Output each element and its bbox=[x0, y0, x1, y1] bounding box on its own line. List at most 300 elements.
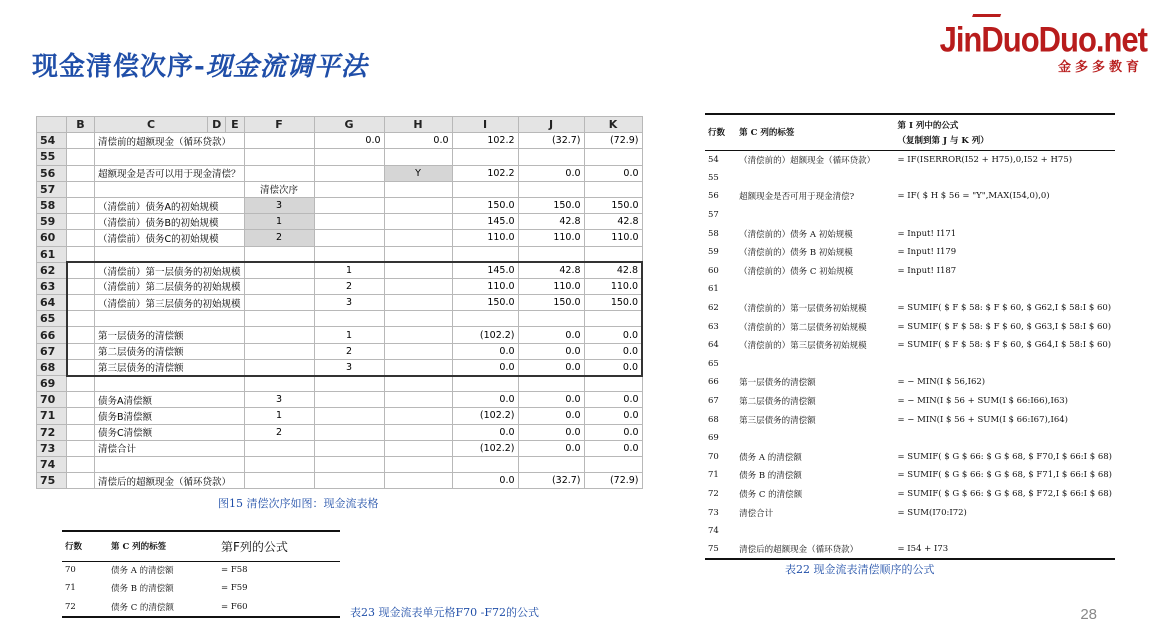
t22-row-num: 71 bbox=[708, 470, 719, 481]
t22-row-label: 超额现金是否可用于现金清偿? bbox=[739, 192, 855, 203]
t22-row-formula: = Input! I179 bbox=[897, 247, 957, 258]
cell-h[interactable] bbox=[384, 230, 452, 246]
t22-row bbox=[705, 206, 1115, 225]
cell-label[interactable]: 超额现金是否可以用于现金清偿？ bbox=[95, 165, 245, 181]
t22-row bbox=[705, 317, 1115, 336]
row-number[interactable]: 61 bbox=[37, 246, 67, 262]
cell-label[interactable]: （清偿前）第二层债务的初始规模 bbox=[95, 278, 245, 294]
cell-j[interactable]: (32.7) bbox=[518, 133, 584, 149]
cell-h[interactable]: Y bbox=[384, 165, 452, 181]
cell-f[interactable] bbox=[244, 359, 314, 375]
t23-row-label: 债务 C 的清偿额 bbox=[108, 597, 218, 617]
t23-row-label: 债务 A 的清偿额 bbox=[111, 566, 174, 577]
cell-i[interactable] bbox=[452, 456, 518, 472]
cell-f[interactable] bbox=[244, 149, 314, 165]
row-number[interactable]: 67 bbox=[37, 343, 67, 359]
t22-row-formula bbox=[894, 280, 1115, 299]
cell-i[interactable]: 145.0 bbox=[452, 214, 518, 230]
cell-h[interactable] bbox=[384, 262, 452, 278]
cell-j[interactable]: (32.7) bbox=[518, 473, 584, 489]
row-number[interactable]: 63 bbox=[37, 278, 67, 294]
row-number[interactable]: 55 bbox=[37, 149, 67, 165]
cell-h[interactable] bbox=[384, 149, 452, 165]
cell-g[interactable]: 2 bbox=[314, 278, 384, 294]
cell-h[interactable] bbox=[384, 392, 452, 408]
cell-k[interactable]: 42.8 bbox=[584, 214, 642, 230]
cell-b[interactable] bbox=[67, 214, 95, 230]
cell-j[interactable]: 0.0 bbox=[518, 424, 584, 440]
cell-f[interactable] bbox=[244, 343, 314, 359]
cell-j[interactable] bbox=[518, 311, 584, 327]
cell-i[interactable]: 0.0 bbox=[452, 424, 518, 440]
cell-f[interactable] bbox=[244, 165, 314, 181]
t22-row bbox=[705, 299, 1115, 318]
cell-i[interactable] bbox=[452, 246, 518, 262]
t23-row-num: 71 bbox=[65, 583, 76, 593]
cell-k[interactable]: (72.9) bbox=[584, 133, 642, 149]
cell-g[interactable]: 3 bbox=[314, 295, 384, 311]
t22-row-formula: = SUM(I70:I72) bbox=[897, 507, 967, 518]
t22-row-formula bbox=[894, 522, 1115, 541]
t22-row-label: 第一层债务的清偿额 bbox=[739, 378, 816, 389]
cell-g[interactable]: 1 bbox=[314, 327, 384, 343]
cell-label[interactable]: （清偿前）债务B的初始规模 bbox=[95, 214, 245, 230]
t22-row-formula bbox=[894, 429, 1115, 448]
cell-k[interactable]: 110.0 bbox=[584, 278, 642, 294]
t22-row-formula: = IF(ISERROR(I52 + H75),0,I52 + H75) bbox=[897, 154, 1073, 165]
cell-i[interactable] bbox=[452, 376, 518, 392]
cell-g[interactable] bbox=[314, 408, 384, 424]
cell-h[interactable] bbox=[384, 408, 452, 424]
column-header[interactable]: K bbox=[584, 117, 642, 133]
t23-row-formula: = F60 bbox=[218, 597, 340, 617]
t22-row bbox=[705, 522, 1115, 541]
row-number[interactable]: 70 bbox=[37, 392, 67, 408]
t22-row-num: 67 bbox=[708, 396, 719, 407]
cell-f[interactable] bbox=[244, 456, 314, 472]
sheet-row bbox=[37, 246, 643, 262]
cell-k[interactable]: 110.0 bbox=[584, 230, 642, 246]
cell-j[interactable]: 0.0 bbox=[518, 392, 584, 408]
cell-j[interactable]: 0.0 bbox=[518, 327, 584, 343]
cell-j[interactable]: 42.8 bbox=[518, 214, 584, 230]
cell-j[interactable]: 150.0 bbox=[518, 295, 584, 311]
cell-label[interactable]: （清偿前）债务C的初始规模 bbox=[95, 230, 245, 246]
cell-k[interactable] bbox=[584, 149, 642, 165]
sheet-row bbox=[37, 181, 643, 197]
t22-row bbox=[705, 336, 1115, 355]
cell-j[interactable]: 0.0 bbox=[518, 359, 584, 375]
sheet-row bbox=[37, 311, 643, 327]
cell-g[interactable] bbox=[314, 165, 384, 181]
sheet-row bbox=[37, 295, 643, 311]
row-number[interactable]: 60 bbox=[37, 230, 67, 246]
sheet-row bbox=[37, 230, 643, 246]
cell-i[interactable]: 110.0 bbox=[452, 230, 518, 246]
cell-k[interactable]: 0.0 bbox=[584, 392, 642, 408]
t22-row-formula: = SUMIF( $ F $ 58: $ F $ 60, $ G63,I $ 58:I $ 60) bbox=[897, 321, 1112, 332]
cell-i[interactable]: 150.0 bbox=[452, 295, 518, 311]
cell-b[interactable] bbox=[67, 376, 95, 392]
cell-f[interactable]: 2 bbox=[244, 424, 314, 440]
cell-k[interactable]: 0.0 bbox=[584, 440, 642, 456]
cell-k[interactable] bbox=[584, 456, 642, 472]
cell-h[interactable] bbox=[384, 278, 452, 294]
cash-flow-sheet bbox=[36, 116, 643, 489]
cell-k[interactable] bbox=[584, 376, 642, 392]
cell-h[interactable] bbox=[384, 214, 452, 230]
cell-label[interactable] bbox=[95, 376, 245, 392]
t22-row-num: 62 bbox=[708, 303, 719, 314]
cell-b[interactable] bbox=[67, 311, 95, 327]
cell-g[interactable] bbox=[314, 214, 384, 230]
cell-j[interactable]: 0.0 bbox=[518, 343, 584, 359]
t22-row-label: 清偿合计 bbox=[739, 508, 774, 519]
cell-j[interactable]: 110.0 bbox=[518, 230, 584, 246]
cell-f[interactable] bbox=[244, 327, 314, 343]
cell-label[interactable] bbox=[95, 311, 245, 327]
formula-table-23 bbox=[62, 530, 340, 618]
column-header[interactable]: J bbox=[518, 117, 584, 133]
t22-row-label: （清偿前的）债务 C 初始规模 bbox=[739, 266, 854, 277]
cell-j[interactable]: 110.0 bbox=[518, 278, 584, 294]
cell-k[interactable]: 0.0 bbox=[584, 408, 642, 424]
sheet-row bbox=[37, 262, 643, 278]
cell-h[interactable] bbox=[384, 424, 452, 440]
cell-h[interactable]: 0.0 bbox=[384, 133, 452, 149]
t22-row bbox=[705, 448, 1115, 467]
cell-g[interactable]: 3 bbox=[314, 359, 384, 375]
t22-row bbox=[705, 243, 1115, 262]
cell-label[interactable] bbox=[95, 149, 245, 165]
column-header[interactable]: D bbox=[208, 117, 226, 133]
cell-b[interactable] bbox=[67, 456, 95, 472]
cell-g[interactable]: 1 bbox=[314, 262, 384, 278]
cell-h[interactable] bbox=[384, 295, 452, 311]
cell-i[interactable]: 102.2 bbox=[452, 133, 518, 149]
t22-row-formula: = − MIN(I $ 56 + SUM(I $ 66:I66),I63) bbox=[897, 396, 1068, 407]
cell-b[interactable] bbox=[67, 408, 95, 424]
column-header[interactable]: F bbox=[244, 117, 314, 133]
cell-label[interactable]: （清偿前）第三层债务的初始规模 bbox=[95, 295, 245, 311]
cell-k[interactable]: 0.0 bbox=[584, 165, 642, 181]
cell-b[interactable] bbox=[67, 359, 95, 375]
cell-k[interactable]: 0.0 bbox=[584, 343, 642, 359]
t22-row-formula: = IF( $ H $ 56 = "Y",MAX(I54,0),0) bbox=[897, 191, 1050, 202]
cell-i[interactable]: 0.0 bbox=[452, 343, 518, 359]
t22-row bbox=[705, 224, 1115, 243]
t22-row-num: 60 bbox=[708, 265, 719, 276]
cell-g[interactable] bbox=[314, 456, 384, 472]
t22-row-formula: = SUMIF( $ G $ 66: $ G $ 68, $ F70,I $ 66:I $ 68) bbox=[897, 451, 1112, 462]
t22-row-formula: = SUMIF( $ F $ 58: $ F $ 60, $ G62,I $ 58:I $ 60) bbox=[897, 303, 1112, 314]
cell-j[interactable]: 42.8 bbox=[518, 262, 584, 278]
cell-k[interactable]: 0.0 bbox=[584, 327, 642, 343]
cell-k[interactable]: 42.8 bbox=[584, 262, 642, 278]
cell-label[interactable] bbox=[95, 456, 245, 472]
cell-f[interactable] bbox=[244, 262, 314, 278]
cell-b[interactable] bbox=[67, 424, 95, 440]
t22-row-label: 第二层债务的清偿额 bbox=[739, 397, 816, 408]
cell-label[interactable]: 清偿合计 bbox=[95, 440, 245, 456]
row-number[interactable]: 57 bbox=[37, 181, 67, 197]
cell-b[interactable] bbox=[67, 133, 95, 149]
cell-f[interactable]: 2 bbox=[244, 230, 314, 246]
t22-row-label: （清偿前的）第二层债务初始规模 bbox=[739, 322, 867, 333]
cell-f[interactable]: 清偿次序 bbox=[244, 181, 314, 197]
t22-row-label: （清偿前的）债务 B 初始规模 bbox=[739, 248, 853, 259]
cell-h[interactable] bbox=[384, 181, 452, 197]
cell-label[interactable]: 第二层债务的清偿额 bbox=[95, 343, 245, 359]
t22-row-num: 55 bbox=[708, 172, 719, 183]
t22-row-formula bbox=[894, 169, 1115, 188]
cell-g[interactable] bbox=[314, 230, 384, 246]
row-number[interactable]: 66 bbox=[37, 327, 67, 343]
cell-label[interactable]: 债务A清偿额 bbox=[95, 392, 245, 408]
cell-f[interactable] bbox=[244, 311, 314, 327]
cell-f[interactable] bbox=[244, 473, 314, 489]
t22-header-formula bbox=[894, 114, 1115, 150]
t22-row-label: 清偿后的超额现金（循环贷款） bbox=[736, 540, 894, 559]
row-number[interactable]: 71 bbox=[37, 408, 67, 424]
cell-i[interactable]: (102.2) bbox=[452, 327, 518, 343]
cell-b[interactable] bbox=[67, 295, 95, 311]
sheet-row bbox=[37, 165, 643, 181]
cell-i[interactable] bbox=[452, 181, 518, 197]
sheet-row bbox=[37, 197, 643, 213]
cell-f[interactable] bbox=[244, 133, 314, 149]
cell-j[interactable] bbox=[518, 456, 584, 472]
cell-label[interactable]: 清偿前的超额现金（循环贷款） bbox=[95, 133, 245, 149]
cell-j[interactable] bbox=[518, 246, 584, 262]
cell-b[interactable] bbox=[67, 246, 95, 262]
cell-f[interactable] bbox=[244, 440, 314, 456]
sheet-row bbox=[37, 278, 643, 294]
cell-k[interactable] bbox=[584, 311, 642, 327]
t22-row-num: 65 bbox=[708, 358, 719, 369]
t22-row-num: 61 bbox=[708, 284, 719, 295]
t22-row bbox=[705, 429, 1115, 448]
cell-b[interactable] bbox=[67, 165, 95, 181]
cell-b[interactable] bbox=[67, 181, 95, 197]
cell-f[interactable]: 1 bbox=[244, 408, 314, 424]
t22-row-label: （清偿前的）超额现金（循环贷款） bbox=[739, 155, 876, 166]
row-number[interactable]: 54 bbox=[37, 133, 67, 149]
cell-i[interactable]: 0.0 bbox=[452, 359, 518, 375]
t23-row-num: 70 bbox=[65, 565, 76, 576]
t22-row-label: 债务 A 的清偿额 bbox=[739, 452, 802, 463]
cell-i[interactable]: 0.0 bbox=[452, 392, 518, 408]
cell-f[interactable]: 3 bbox=[244, 392, 314, 408]
page-number: 28 bbox=[1080, 606, 1097, 623]
sheet-row bbox=[37, 424, 643, 440]
column-header[interactable]: C bbox=[95, 117, 208, 133]
t22-row-num: 70 bbox=[708, 451, 719, 462]
cell-h[interactable] bbox=[384, 197, 452, 213]
cell-i[interactable]: 145.0 bbox=[452, 262, 518, 278]
cell-g[interactable] bbox=[314, 311, 384, 327]
cell-b[interactable] bbox=[67, 392, 95, 408]
cell-f[interactable] bbox=[244, 278, 314, 294]
cell-j[interactable]: 150.0 bbox=[518, 197, 584, 213]
cell-i[interactable]: 0.0 bbox=[452, 473, 518, 489]
cell-label[interactable] bbox=[95, 181, 245, 197]
cell-label[interactable]: 第三层债务的清偿额 bbox=[95, 359, 245, 375]
cell-k[interactable]: 0.0 bbox=[584, 424, 642, 440]
cell-j[interactable]: 0.0 bbox=[518, 408, 584, 424]
cell-g[interactable]: 2 bbox=[314, 343, 384, 359]
cell-label[interactable]: （清偿前）第一层债务的初始规模 bbox=[95, 262, 245, 278]
t22-header-row: 行数 bbox=[705, 114, 736, 150]
row-number[interactable]: 73 bbox=[37, 440, 67, 456]
t23-header-row: 行数 bbox=[62, 531, 108, 561]
t22-row-label bbox=[736, 169, 894, 188]
cell-label[interactable]: 第一层债务的清偿额 bbox=[95, 327, 245, 343]
t22-header-formula-line2: （复制到第 J 与 K 列） bbox=[897, 135, 989, 146]
cell-f[interactable] bbox=[244, 295, 314, 311]
cell-label[interactable]: 债务B清偿额 bbox=[95, 408, 245, 424]
t22-row-num: 68 bbox=[708, 414, 719, 425]
cell-h[interactable] bbox=[384, 456, 452, 472]
cell-i[interactable] bbox=[452, 149, 518, 165]
cell-f[interactable]: 3 bbox=[244, 197, 314, 213]
cell-k[interactable]: 150.0 bbox=[584, 295, 642, 311]
cell-k[interactable]: 0.0 bbox=[584, 359, 642, 375]
cell-b[interactable] bbox=[67, 149, 95, 165]
cell-i[interactable]: 150.0 bbox=[452, 197, 518, 213]
cell-g[interactable] bbox=[314, 440, 384, 456]
logo-brand: JinDuoDuo.net bbox=[939, 19, 1147, 60]
cell-k[interactable] bbox=[584, 246, 642, 262]
sheet-row bbox=[37, 392, 643, 408]
column-header[interactable]: H bbox=[384, 117, 452, 133]
cell-j[interactable] bbox=[518, 181, 584, 197]
cell-j[interactable]: 0.0 bbox=[518, 440, 584, 456]
sheet-row bbox=[37, 343, 643, 359]
cell-g[interactable] bbox=[314, 473, 384, 489]
row-number[interactable]: 72 bbox=[37, 424, 67, 440]
cell-g[interactable] bbox=[314, 197, 384, 213]
cell-f[interactable] bbox=[244, 376, 314, 392]
cell-j[interactable]: 0.0 bbox=[518, 165, 584, 181]
cell-f[interactable] bbox=[244, 246, 314, 262]
cell-b[interactable] bbox=[67, 343, 95, 359]
cell-i[interactable]: (102.2) bbox=[452, 408, 518, 424]
t22-row-num: 63 bbox=[708, 321, 719, 332]
column-header[interactable]: B bbox=[67, 117, 95, 133]
cell-g[interactable] bbox=[314, 181, 384, 197]
cell-label[interactable] bbox=[95, 246, 245, 262]
t22-row-label: 债务 C 的清偿额 bbox=[739, 489, 803, 500]
sheet-row bbox=[37, 149, 643, 165]
cell-k[interactable] bbox=[584, 181, 642, 197]
t22-row-label bbox=[736, 522, 894, 541]
t22-row-num: 75 bbox=[705, 540, 736, 559]
t22-row-label: （清偿前的）第三层债务初始规模 bbox=[739, 341, 867, 352]
sheet-column-headers bbox=[37, 117, 643, 133]
t22-row bbox=[705, 466, 1115, 485]
cell-j[interactable] bbox=[518, 376, 584, 392]
t22-row-num: 57 bbox=[708, 210, 719, 221]
cell-k[interactable]: 150.0 bbox=[584, 197, 642, 213]
t22-row bbox=[705, 355, 1115, 374]
cell-i[interactable]: (102.2) bbox=[452, 440, 518, 456]
t23-header-label: 第 C 列的标签 bbox=[108, 531, 218, 561]
row-number[interactable]: 68 bbox=[37, 359, 67, 375]
t22-header-label: 第 C 列的标签 bbox=[736, 114, 894, 150]
cell-b[interactable] bbox=[67, 473, 95, 489]
t22-row-formula: = SUMIF( $ G $ 66: $ G $ 68, $ F72,I $ 66:I $ 68) bbox=[897, 488, 1112, 499]
t22-row-formula: = Input! I171 bbox=[897, 228, 957, 239]
t22-row bbox=[705, 280, 1115, 299]
cell-h[interactable] bbox=[384, 359, 452, 375]
cell-b[interactable] bbox=[67, 197, 95, 213]
row-number[interactable]: 59 bbox=[37, 214, 67, 230]
cell-label[interactable]: 债务C清偿额 bbox=[95, 424, 245, 440]
column-header[interactable] bbox=[37, 117, 67, 133]
t22-row-label: 债务 B 的清偿额 bbox=[739, 471, 802, 482]
t22-row-num: 54 bbox=[708, 154, 719, 165]
cell-k[interactable]: (72.9) bbox=[584, 473, 642, 489]
cell-g[interactable] bbox=[314, 424, 384, 440]
cell-i[interactable]: 110.0 bbox=[452, 278, 518, 294]
cell-b[interactable] bbox=[67, 278, 95, 294]
t22-row-num: 72 bbox=[708, 488, 719, 499]
cell-f[interactable]: 1 bbox=[244, 214, 314, 230]
cell-j[interactable] bbox=[518, 149, 584, 165]
cell-h[interactable] bbox=[384, 376, 452, 392]
cell-i[interactable]: 102.2 bbox=[452, 165, 518, 181]
cell-g[interactable] bbox=[314, 392, 384, 408]
cell-b[interactable] bbox=[67, 327, 95, 343]
cell-b[interactable] bbox=[67, 262, 95, 278]
t22-row-num: 73 bbox=[708, 507, 719, 518]
row-number[interactable]: 58 bbox=[37, 197, 67, 213]
row-number[interactable]: 69 bbox=[37, 376, 67, 392]
t23-header-formula: 第F列的公式 bbox=[218, 531, 340, 561]
cell-g[interactable]: 0.0 bbox=[314, 133, 384, 149]
t22-row-label bbox=[736, 206, 894, 225]
row-number[interactable]: 64 bbox=[37, 295, 67, 311]
cell-g[interactable] bbox=[314, 149, 384, 165]
cell-b[interactable] bbox=[67, 230, 95, 246]
t22-row bbox=[705, 410, 1115, 429]
row-number[interactable]: 74 bbox=[37, 456, 67, 472]
cell-b[interactable] bbox=[67, 440, 95, 456]
row-number[interactable]: 62 bbox=[37, 262, 67, 278]
cell-g[interactable] bbox=[314, 246, 384, 262]
t22-row-label bbox=[736, 429, 894, 448]
cell-i[interactable] bbox=[452, 311, 518, 327]
cell-label[interactable]: 清偿后的超额现金（循环贷款） bbox=[95, 473, 245, 489]
t22-row-num: 64 bbox=[708, 340, 719, 351]
cell-h[interactable] bbox=[384, 311, 452, 327]
row-number[interactable]: 65 bbox=[37, 311, 67, 327]
row-number[interactable]: 56 bbox=[37, 165, 67, 181]
cell-h[interactable] bbox=[384, 327, 452, 343]
cell-h[interactable] bbox=[384, 473, 452, 489]
cell-g[interactable] bbox=[314, 376, 384, 392]
column-header[interactable]: G bbox=[314, 117, 384, 133]
row-number[interactable]: 75 bbox=[37, 473, 67, 489]
cell-h[interactable] bbox=[384, 343, 452, 359]
column-header[interactable]: I bbox=[452, 117, 518, 133]
cell-h[interactable] bbox=[384, 440, 452, 456]
cell-h[interactable] bbox=[384, 246, 452, 262]
column-header[interactable]: E bbox=[226, 117, 244, 133]
cell-label[interactable]: （清偿前）债务A的初始规模 bbox=[95, 197, 245, 213]
sheet-row bbox=[37, 214, 643, 230]
